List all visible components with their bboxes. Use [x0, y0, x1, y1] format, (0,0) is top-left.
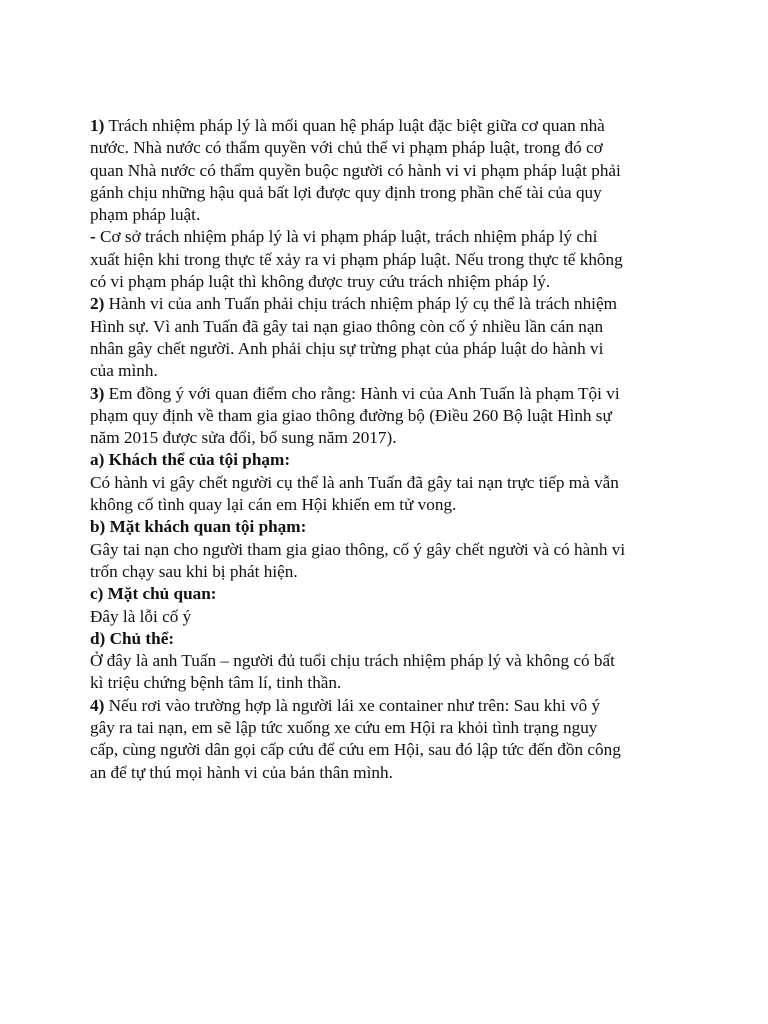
text-line	[90, 182, 690, 204]
line-text: gánh chịu những hậu quả bất lợi được quy định trong phần chế tài của quy	[90, 182, 602, 202]
text-line	[90, 160, 690, 182]
line-text: phạm quy định về tham gia giao thông đường bộ (Điều 260 Bộ luật Hình sự	[90, 405, 612, 425]
text-line	[90, 762, 690, 784]
text-line	[90, 561, 690, 583]
line-bold-label: d) Chủ thể:	[90, 628, 175, 648]
line-text: có vi phạm pháp luật thì không được truy cứu trách nhiệm pháp lý.	[90, 272, 551, 292]
line-bold-label: 1)	[90, 116, 105, 135]
line-bold-label: 3)	[90, 383, 105, 403]
line-bold-label: 2)	[90, 294, 105, 314]
line-bold-label: 4)	[90, 695, 105, 715]
line-text: Cơ sở trách nhiệm pháp lý là vi phạm pháp luật, trách nhiệm pháp lý chỉ	[95, 227, 598, 247]
text-line	[90, 539, 690, 561]
line-text: nước. Nhà nước có thẩm quyền với chủ thể vi phạm pháp luật, trong đó cơ	[90, 138, 603, 158]
line-text: trốn chạy sau khi bị phát hiện.	[90, 561, 298, 581]
text-line	[90, 472, 690, 494]
section-heading	[90, 583, 690, 605]
text-line	[90, 226, 690, 248]
line-bold-label: c) Mặt chủ quan:	[90, 584, 217, 604]
line-text: cấp, cùng người dân gọi cấp cứu để cứu em Hội, sau đó lập tức đến đồn công	[90, 740, 621, 760]
line-text: Có hành vi gây chết người cụ thể là anh Tuấn đã gây tai nạn trực tiếp mà vẫn	[90, 472, 619, 492]
document-body	[90, 115, 690, 784]
text-line	[90, 650, 690, 672]
line-text: Nếu rơi vào trường hợp là người lái xe container như trên: Sau khi vô ý	[104, 695, 601, 715]
text-line	[90, 115, 690, 137]
text-line	[90, 271, 690, 293]
text-line	[90, 739, 690, 761]
text-line	[90, 717, 690, 739]
section-heading	[90, 628, 690, 650]
section-heading	[90, 449, 690, 471]
line-text: xuất hiện khi trong thực tế xảy ra vi phạm pháp luật. Nếu trong thực tế không	[90, 249, 623, 269]
section-heading	[90, 516, 690, 538]
text-line	[90, 249, 690, 271]
line-text: Ở đây là anh Tuấn – người đủ tuổi chịu trách nhiệm pháp lý và không có bất	[90, 651, 615, 671]
line-text: Hình sự. Vì anh Tuấn đã gây tai nạn giao thông còn cố ý nhiều lần cán nạn	[90, 316, 604, 336]
line-bold-label: b) Mặt khách quan tội phạm:	[90, 517, 307, 537]
line-text: không cố tình quay lại cán em Hội khiến em tử vong.	[90, 495, 457, 515]
line-text: Trách nhiệm pháp lý là mối quan hệ pháp luật đặc biệt giữa cơ quan nhà	[104, 116, 605, 135]
text-line	[90, 316, 690, 338]
line-text: của mình.	[90, 361, 158, 381]
line-text: Gây tai nạn cho người tham gia giao thông, cố ý gây chết người và có hành vi	[90, 539, 626, 559]
text-line	[90, 338, 690, 360]
line-text: quan Nhà nước có thẩm quyền buộc người có hành vi vi phạm pháp luật phải	[90, 160, 621, 180]
line-text: Hành vi của anh Tuấn phải chịu trách nhiệm pháp lý cụ thể là trách nhiệm	[104, 294, 617, 314]
line-text: Em đồng ý với quan điểm cho rằng: Hành vi của Anh Tuấn là phạm Tội vi	[104, 383, 620, 403]
text-line	[90, 695, 690, 717]
line-text: gây ra tai nạn, em sẽ lập tức xuống xe cứu em Hội ra khỏi tình trạng nguy	[90, 718, 598, 738]
text-line	[90, 427, 690, 449]
line-text: năm 2015 được sửa đổi, bổ sung năm 2017).	[90, 428, 397, 448]
text-line	[90, 204, 690, 226]
text-line	[90, 137, 690, 159]
line-text: phạm pháp luật.	[90, 205, 201, 225]
line-text: kì triệu chứng bệnh tâm lí, tinh thần.	[90, 673, 342, 693]
text-line	[90, 672, 690, 694]
line-bold-label: -	[90, 227, 96, 247]
text-line	[90, 494, 690, 516]
line-text: an để tự thú mọi hành vi của bản thân mình.	[90, 762, 393, 782]
line-bold-label: a) Khách thể của tội phạm:	[90, 450, 291, 470]
line-text: Đây là lỗi cố ý	[90, 606, 192, 626]
text-line	[90, 383, 690, 405]
line-text: nhân gây chết người. Anh phải chịu sự trừng phạt của pháp luật do hành vi	[90, 338, 604, 358]
text-line	[90, 405, 690, 427]
text-line	[90, 360, 690, 382]
text-line	[90, 293, 690, 315]
text-line	[90, 606, 690, 628]
